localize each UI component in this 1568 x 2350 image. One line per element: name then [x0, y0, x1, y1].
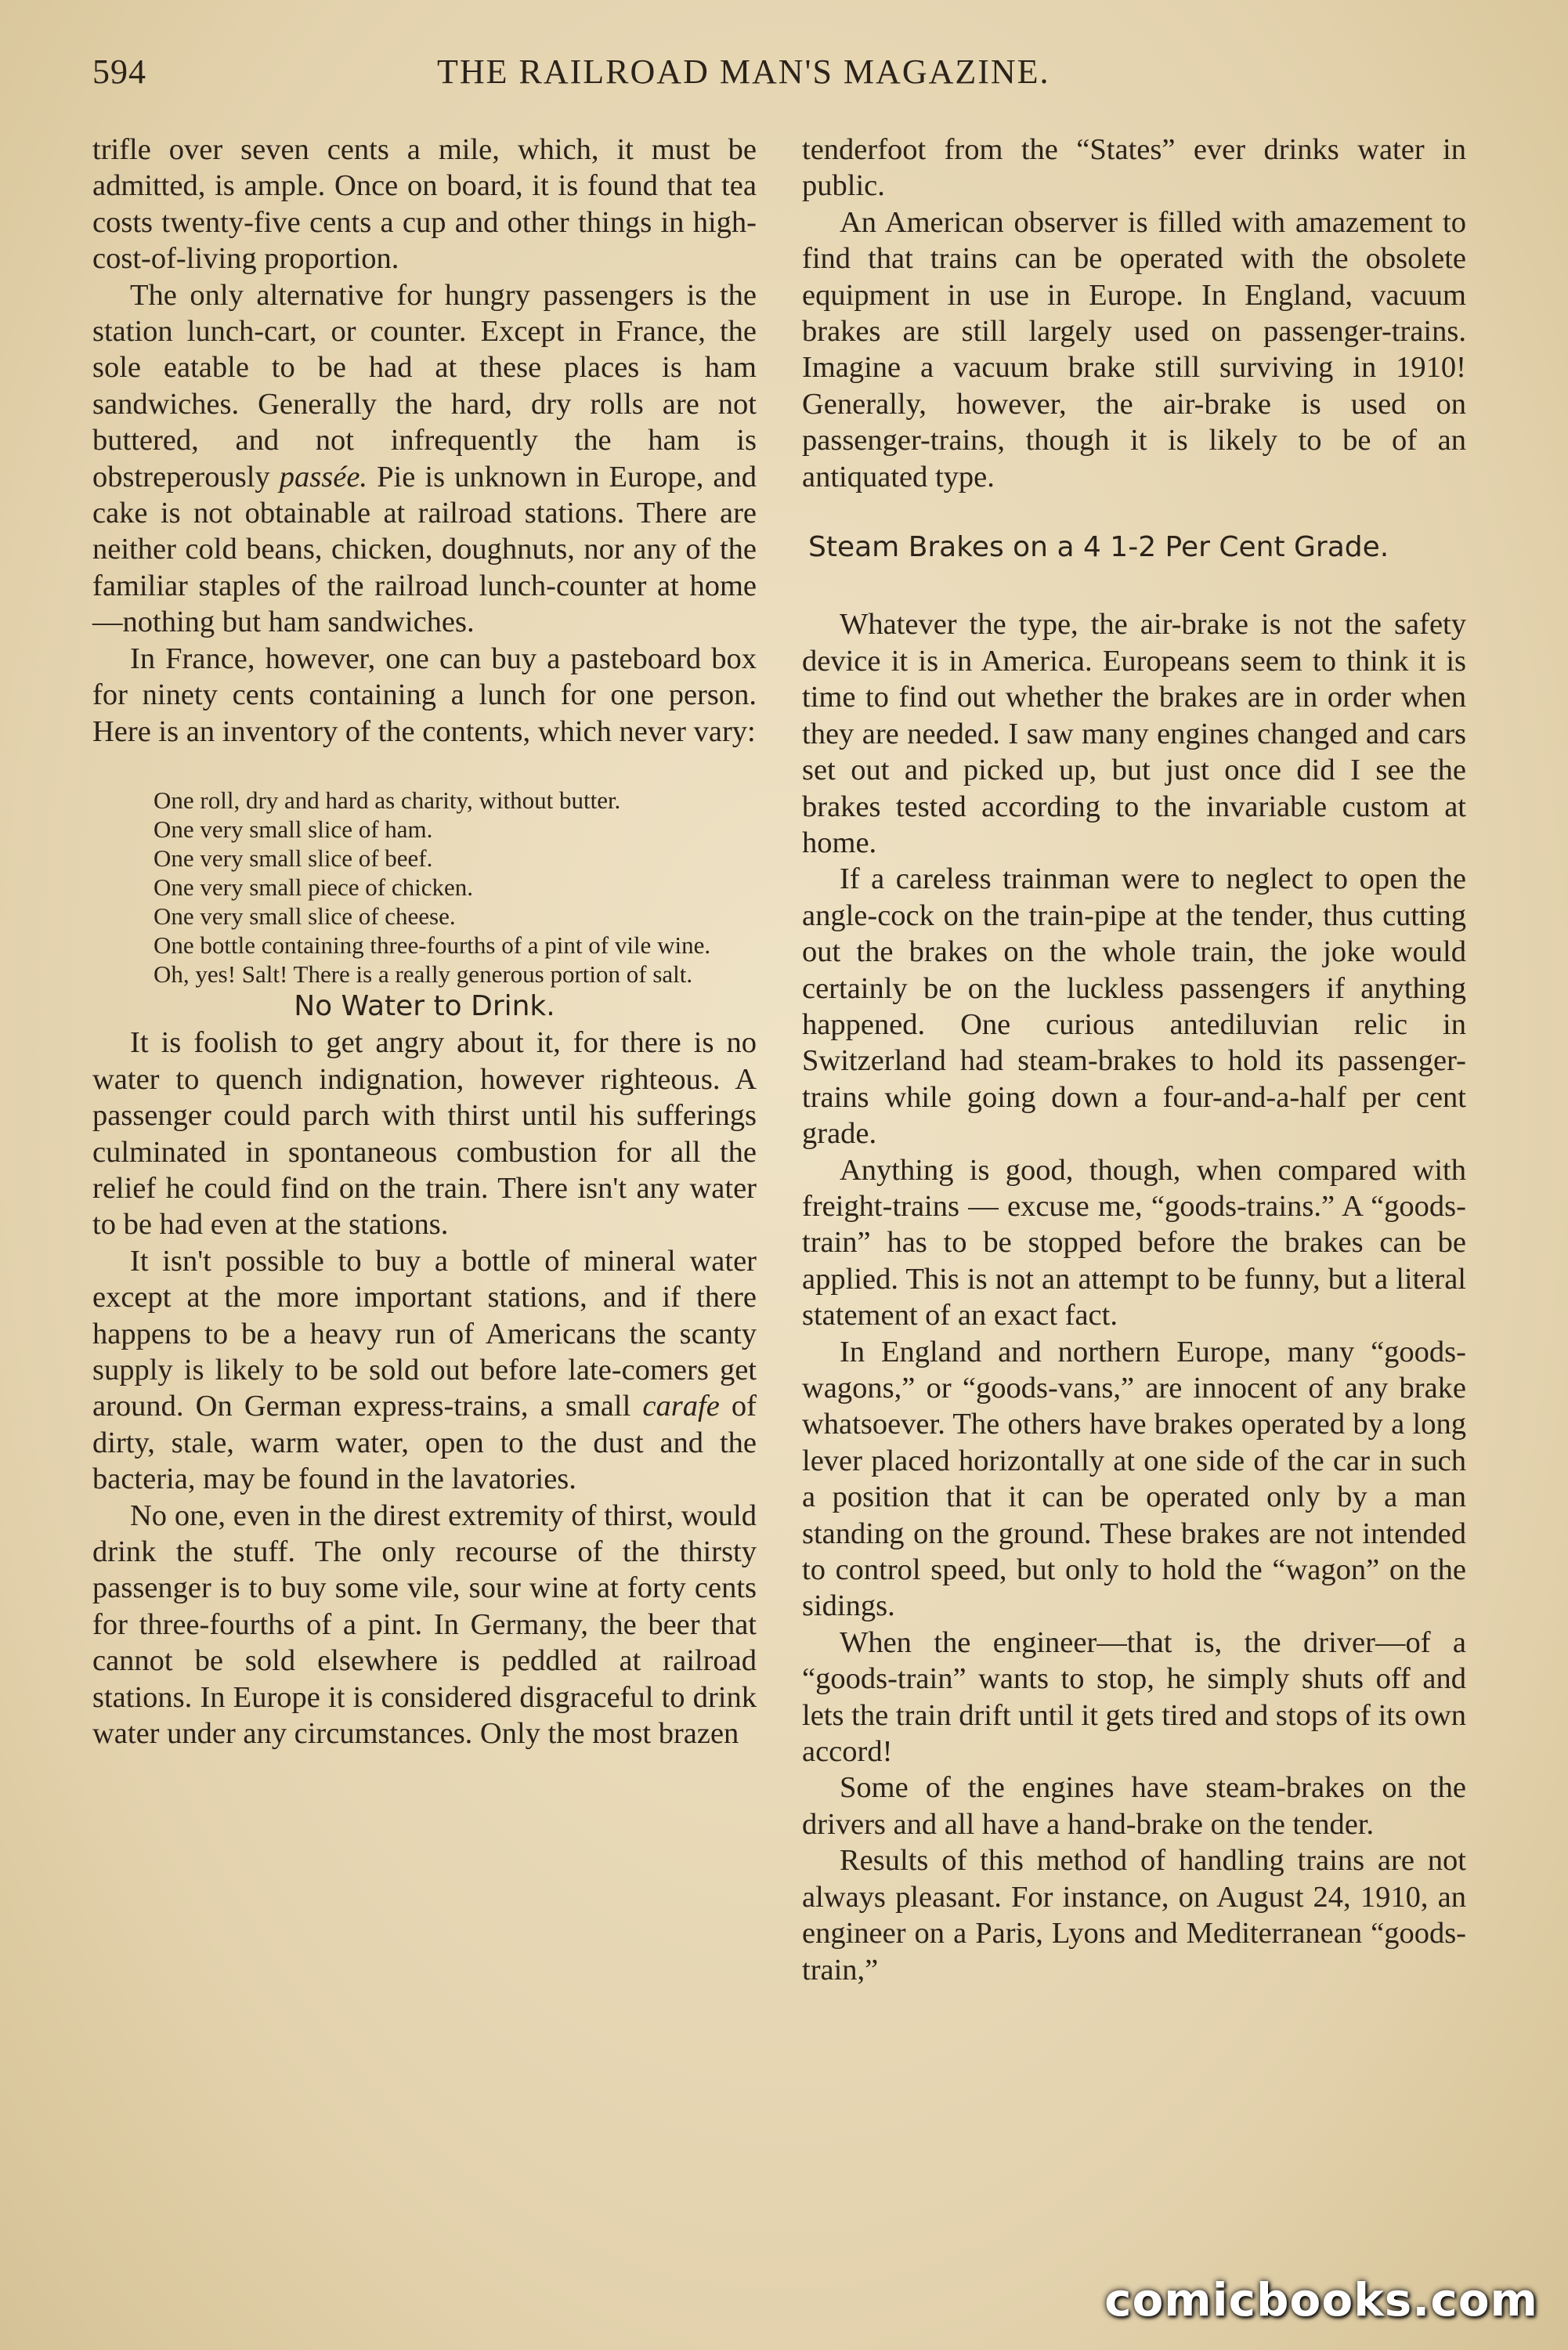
- watermark: comicbooks.com: [1104, 2273, 1538, 2326]
- page-header: [92, 49, 1487, 103]
- paragraph: tenderfoot from the “States” ever drinks water in public.: [802, 133, 1466, 203]
- list-item: Oh, yes! Salt! There is a really generous portion of salt.: [154, 960, 693, 988]
- paragraph-text: It isn't possible to buy a bottle of mineral water except at the more important stations, and if there happens to be a heavy run of Americans the scanty supply is likely to be sold out before late-comers get around. On German express-trains, a small: [92, 1244, 757, 1423]
- section-heading: Steam Brakes on a 4 1-2 Per Cent Grade.: [808, 531, 1389, 564]
- paragraph: [92, 1243, 757, 1498]
- paragraph: In France, however, one can buy a pasteboard box for ninety cents containing a lunch for one person. Here is an inventory of the contents, which never vary:: [92, 642, 757, 748]
- list-item: One bottle containing three-fourths of a pint of vile wine.: [154, 931, 711, 959]
- paragraph: When the engineer—that is, the driver—of a “goods-train” wants to stop, he simply shuts off and lets the train drift until it gets tired and stops of its own accord!: [802, 1625, 1466, 1769]
- list-item: One very small slice of ham.: [154, 815, 433, 843]
- left-column: [92, 132, 757, 1752]
- list-item: One very small piece of chicken.: [154, 873, 473, 901]
- inventory-list: [92, 786, 757, 989]
- paragraph: If a careless trainman were to neglect to open the angle-cock on the train-pipe at the tender, thus cutting out the brakes on the whole train, the joke would certainly be on the luckless passengers if anything happened. One curious antediluvian relic in Switzerland had steam-brakes to hold its passenger-trains while going down a four-and-a-half per cent grade.: [802, 862, 1466, 1151]
- list-item: One very small slice of cheese.: [154, 902, 456, 930]
- paragraph: No one, even in the direst extremity of thirst, would drink the stuff. The only recourse of the thirsty passenger is to buy some vile, sour wine at forty cents for three-fourths of a pint. In Germany, the beer that cannot be sold elsewhere is peddled at railroad stations. In Europe it is considered disgraceful to drink water under any circumstances. Only the most brazen: [92, 1499, 757, 1751]
- italic-word: passée.: [279, 460, 368, 494]
- paragraph: [92, 277, 757, 641]
- right-column: [802, 132, 1466, 1988]
- paragraph: Whatever the type, the air-brake is not the safety device it is in America. Europeans seem to think it is time to find out whether the brakes are in order when they are needed. I saw many engines changed and cars set out and picked up, but just once did I see the brakes tested according to the invariable custom at home.: [802, 608, 1466, 859]
- paragraph: Anything is good, though, when compared with freight-trains — excuse me, “goods-trains.” A “goods-train” has to be stopped before the brakes can be applied. This is not an attempt to be funny, but a literal statement of an exact fact.: [802, 1153, 1466, 1332]
- paragraph-text: of dirty, stale, warm water, open to the dust and the bacteria, may be found in the lavatories.: [92, 1390, 757, 1496]
- paragraph-text: Pie is unknown in Europe, and cake is not obtainable at railroad stations. There are neither cold beans, chicken, doughnuts, nor any of the familiar staples of the railroad lunch-counter at home —nothing but ham sandwiches.: [92, 460, 757, 639]
- list-item: One roll, dry and hard as charity, without butter.: [154, 786, 621, 814]
- italic-word: carafe: [642, 1390, 720, 1423]
- paragraph: In England and northern Europe, many “goods-wagons,” or “goods-vans,” are innocent of any brake whatsoever. The others have brakes operated by a long lever placed horizontally at one side of the car in such a position that it can be operated only by a man standing on the ground. These brakes are not intended to control speed, but only to hold the “wagon” on the sidings.: [802, 1335, 1466, 1623]
- paragraph: It is foolish to get angry about it, for there is no water to quench indignation, however righteous. A passenger could parch with thirst until his sufferings culminated in spontaneous combustion for all the relief he could find on the train. There isn't any water to be had even at the stations.: [92, 1026, 757, 1242]
- paragraph: Some of the engines have steam-brakes on the drivers and all have a hand-brake on the tender.: [802, 1771, 1466, 1841]
- list-item: One very small slice of beef.: [154, 844, 433, 872]
- paragraph: An American observer is filled with amazement to find that trains can be operated with the obsolete equipment in use in Europe. In England, vacuum brakes are still largely used on passenger-trains. Imagine a vacuum brake still surviving in 1910! Generally, however, the air-brake is used on passenger-trains, though it is likely to be of an antiquated type.: [802, 205, 1466, 494]
- paragraph-text: The only alternative for hungry passengers is the station lunch-cart, or counter. Except in France, the sole eatable to be had at these places is ham sandwiches. Generally the hard, dry rolls are not buttered, and not infrequently the ham is obstreperously: [92, 278, 757, 494]
- running-head: THE RAILROAD MAN'S MAGAZINE.: [437, 52, 1050, 91]
- paragraph: Results of this method of handling trains are not always pleasant. For instance, on August 24, 1910, an engineer on a Paris, Lyons and Mediterranean “goods-train,”: [802, 1844, 1466, 1987]
- paragraph: trifle over seven cents a mile, which, it must be admitted, is ample. Once on board, it is found that tea costs twenty-five cents a cup and other things in high-cost-of-living proportion.: [92, 133, 757, 276]
- section-heading: No Water to Drink.: [294, 989, 555, 1022]
- page-number: 594: [92, 52, 146, 91]
